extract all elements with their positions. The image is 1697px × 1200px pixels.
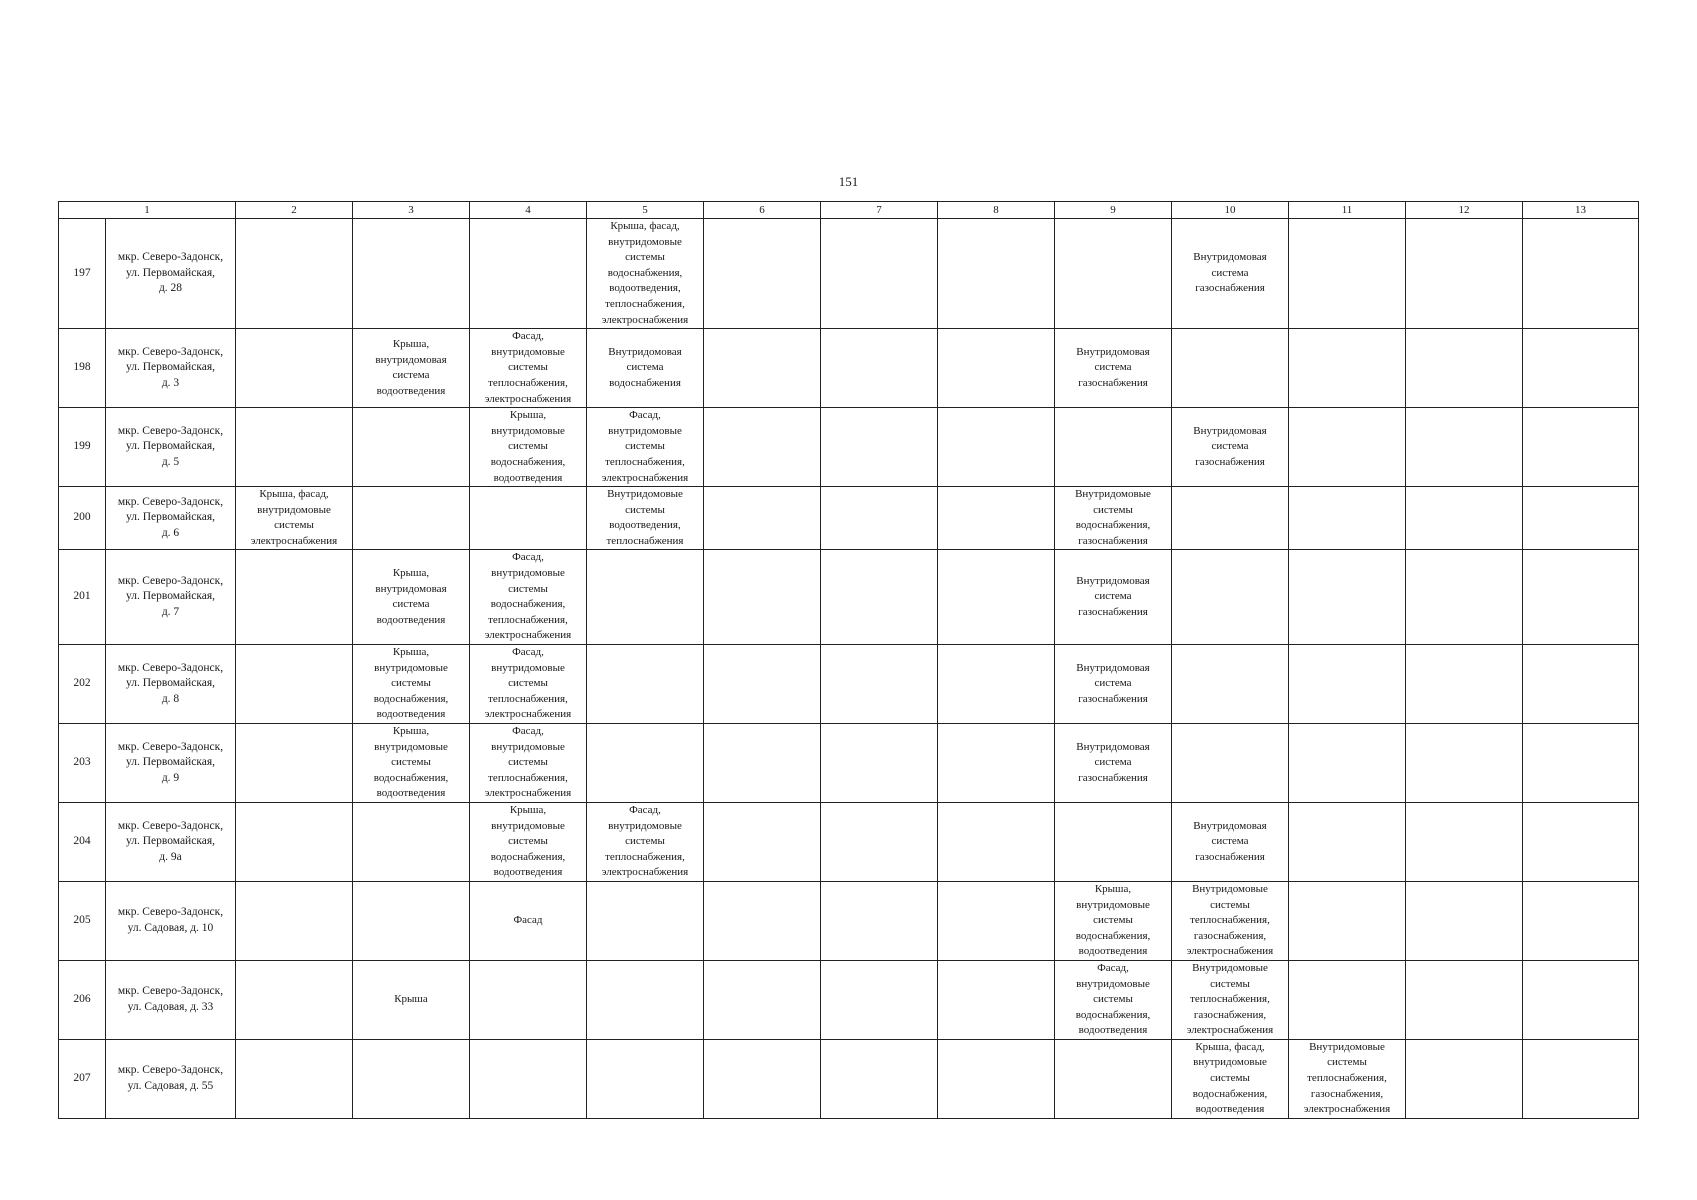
- work-cell: [1523, 550, 1639, 645]
- work-cell: [353, 487, 470, 550]
- row-number-cell: 203: [59, 724, 106, 803]
- table-row: [59, 645, 1639, 724]
- table-row: [59, 724, 1639, 803]
- table-row: [59, 219, 1639, 329]
- work-cell: [821, 408, 938, 487]
- work-cell: [821, 724, 938, 803]
- work-cell: [1289, 219, 1406, 329]
- work-cell: [938, 960, 1055, 1039]
- work-cell: Фасад: [470, 881, 587, 960]
- address-cell: мкр. Северо-Задонск, ул. Первомайская, д. 5: [106, 408, 236, 487]
- work-cell: [1172, 550, 1289, 645]
- address-cell: мкр. Северо-Задонск, ул. Первомайская, д. 9а: [106, 802, 236, 881]
- work-cell: [353, 881, 470, 960]
- work-cell: [938, 550, 1055, 645]
- work-cell: [1523, 724, 1639, 803]
- work-cell: Крыша, внутридомовые системы водоснабжения, водоотведения: [1055, 881, 1172, 960]
- work-cell: [236, 645, 353, 724]
- work-cell: [236, 802, 353, 881]
- work-cell: [353, 408, 470, 487]
- work-cell: [587, 645, 704, 724]
- work-cell: [1172, 645, 1289, 724]
- work-cell: [704, 960, 821, 1039]
- row-number-cell: 204: [59, 802, 106, 881]
- work-cell: [704, 219, 821, 329]
- work-cell: [821, 645, 938, 724]
- work-cell: [938, 1039, 1055, 1118]
- work-cell: [1289, 802, 1406, 881]
- work-cell: [1523, 329, 1639, 408]
- work-cell: Крыша, внутридомовые системы водоснабжения, водоотведения: [353, 724, 470, 803]
- work-cell: [821, 219, 938, 329]
- work-cell: [1406, 1039, 1523, 1118]
- work-cell: [1406, 550, 1523, 645]
- work-cell: [1523, 960, 1639, 1039]
- work-cell: Крыша, фасад, внутридомовые системы электроснабжения: [236, 487, 353, 550]
- row-number-cell: 199: [59, 408, 106, 487]
- work-cell: Фасад, внутридомовые системы теплоснабжения, электроснабжения: [470, 329, 587, 408]
- address-cell: мкр. Северо-Задонск, ул. Первомайская, д. 3: [106, 329, 236, 408]
- work-cell: Крыша, внутридомовая система водоотведения: [353, 329, 470, 408]
- work-cell: [1523, 645, 1639, 724]
- work-cell: [821, 487, 938, 550]
- column-number-cell: 7: [821, 202, 938, 219]
- work-cell: [938, 487, 1055, 550]
- work-cell: Фасад, внутридомовые системы теплоснабжения, электроснабжения: [470, 724, 587, 803]
- address-cell: мкр. Северо-Задонск, ул. Садовая, д. 33: [106, 960, 236, 1039]
- work-cell: [1055, 219, 1172, 329]
- work-cell: [236, 329, 353, 408]
- work-cell: [1289, 645, 1406, 724]
- row-number-cell: 197: [59, 219, 106, 329]
- work-cell: [470, 219, 587, 329]
- work-cell: [1406, 487, 1523, 550]
- row-number-cell: 207: [59, 1039, 106, 1118]
- work-cell: [1289, 487, 1406, 550]
- address-cell: мкр. Северо-Задонск, ул. Первомайская, д. 8: [106, 645, 236, 724]
- work-cell: [704, 802, 821, 881]
- work-cell: [1172, 724, 1289, 803]
- column-number-cell: 1: [59, 202, 236, 219]
- work-cell: [1055, 1039, 1172, 1118]
- work-cell: [1055, 408, 1172, 487]
- work-cell: [704, 408, 821, 487]
- column-number-cell: 2: [236, 202, 353, 219]
- work-cell: [1172, 487, 1289, 550]
- work-cell: [821, 960, 938, 1039]
- work-cell: Внутридомовая система газоснабжения: [1055, 329, 1172, 408]
- column-number-cell: 9: [1055, 202, 1172, 219]
- work-cell: [1523, 802, 1639, 881]
- work-cell: [1406, 219, 1523, 329]
- work-cell: [938, 645, 1055, 724]
- table-row: [59, 881, 1639, 960]
- work-cell: [236, 550, 353, 645]
- work-cell: [1523, 1039, 1639, 1118]
- work-cell: [587, 960, 704, 1039]
- work-cell: [236, 219, 353, 329]
- work-cell: Внутридомовые системы теплоснабжения, газоснабжения, электроснабжения: [1172, 881, 1289, 960]
- work-cell: [1289, 881, 1406, 960]
- work-cell: [353, 219, 470, 329]
- row-number-cell: 206: [59, 960, 106, 1039]
- work-cell: Крыша, внутридомовая система водоотведения: [353, 550, 470, 645]
- work-cell: Внутридомовые системы теплоснабжения, газоснабжения, электроснабжения: [1172, 960, 1289, 1039]
- work-cell: [1406, 329, 1523, 408]
- work-cell: [1523, 219, 1639, 329]
- work-cell: Внутридомовая система газоснабжения: [1055, 550, 1172, 645]
- work-cell: [704, 1039, 821, 1118]
- work-cell: [938, 724, 1055, 803]
- work-cell: [1289, 408, 1406, 487]
- row-number-cell: 200: [59, 487, 106, 550]
- work-cell: [704, 550, 821, 645]
- address-cell: мкр. Северо-Задонск, ул. Первомайская, д. 6: [106, 487, 236, 550]
- work-cell: Крыша, фасад, внутридомовые системы водоснабжения, водоотведения, теплоснабжения, электроснабжения: [587, 219, 704, 329]
- work-cell: [821, 550, 938, 645]
- work-cell: [470, 487, 587, 550]
- work-cell: [821, 802, 938, 881]
- column-number-cell: 3: [353, 202, 470, 219]
- work-cell: Внутридомовые системы водоснабжения, газоснабжения: [1055, 487, 1172, 550]
- work-cell: [1523, 881, 1639, 960]
- work-cell: [353, 1039, 470, 1118]
- work-cell: [1406, 802, 1523, 881]
- work-cell: Внутридомовая система газоснабжения: [1172, 802, 1289, 881]
- work-cell: [1523, 487, 1639, 550]
- column-number-cell: 8: [938, 202, 1055, 219]
- work-cell: [236, 724, 353, 803]
- work-cell: [236, 960, 353, 1039]
- row-number-cell: 205: [59, 881, 106, 960]
- address-cell: мкр. Северо-Задонск, ул. Первомайская, д. 28: [106, 219, 236, 329]
- work-cell: [587, 881, 704, 960]
- work-cell: [1406, 724, 1523, 803]
- work-cell: [1406, 645, 1523, 724]
- work-cell: [938, 881, 1055, 960]
- work-cell: [1289, 329, 1406, 408]
- column-number-cell: 10: [1172, 202, 1289, 219]
- work-cell: [1289, 550, 1406, 645]
- work-cell: Фасад, внутридомовые системы теплоснабжения, электроснабжения: [587, 408, 704, 487]
- work-cell: Внутридомовые системы водоотведения, теплоснабжения: [587, 487, 704, 550]
- work-cell: [821, 1039, 938, 1118]
- work-cell: Внутридомовая система газоснабжения: [1055, 724, 1172, 803]
- table-row: [59, 329, 1639, 408]
- work-cell: Внутридомовая система газоснабжения: [1172, 408, 1289, 487]
- work-cell: [587, 724, 704, 803]
- work-cell: [821, 329, 938, 408]
- work-cell: [704, 881, 821, 960]
- row-number-cell: 198: [59, 329, 106, 408]
- work-cell: [938, 329, 1055, 408]
- work-cell: [704, 487, 821, 550]
- work-cell: [704, 645, 821, 724]
- work-cell: [1406, 881, 1523, 960]
- work-cell: [236, 408, 353, 487]
- column-number-cell: 5: [587, 202, 704, 219]
- table-row: [59, 487, 1639, 550]
- work-cell: Фасад, внутридомовые системы теплоснабжения, электроснабжения: [587, 802, 704, 881]
- work-cell: [821, 881, 938, 960]
- column-number-cell: 4: [470, 202, 587, 219]
- work-cell: [236, 1039, 353, 1118]
- work-cell: Внутридомовая система газоснабжения: [1055, 645, 1172, 724]
- work-cell: Крыша, фасад, внутридомовые системы водоснабжения, водоотведения: [1172, 1039, 1289, 1118]
- work-cell: Внутридомовая система водоснабжения: [587, 329, 704, 408]
- work-cell: Крыша, внутридомовые системы водоснабжения, водоотведения: [470, 408, 587, 487]
- work-cell: [470, 1039, 587, 1118]
- address-cell: мкр. Северо-Задонск, ул. Первомайская, д. 9: [106, 724, 236, 803]
- column-number-cell: 11: [1289, 202, 1406, 219]
- work-cell: [587, 1039, 704, 1118]
- column-number-row: [59, 202, 1639, 219]
- work-cell: [1172, 329, 1289, 408]
- address-cell: мкр. Северо-Задонск, ул. Садовая, д. 55: [106, 1039, 236, 1118]
- work-cell: [587, 550, 704, 645]
- work-cell: Фасад, внутридомовые системы водоснабжения, водоотведения: [1055, 960, 1172, 1039]
- work-cell: Внутридомовые системы теплоснабжения, газоснабжения, электроснабжения: [1289, 1039, 1406, 1118]
- repair-schedule-table: [58, 201, 1639, 1119]
- column-number-cell: 13: [1523, 202, 1639, 219]
- table-row: [59, 550, 1639, 645]
- work-cell: Крыша, внутридомовые системы водоснабжения, водоотведения: [353, 645, 470, 724]
- work-cell: Фасад, внутридомовые системы теплоснабжения, электроснабжения: [470, 645, 587, 724]
- work-cell: [1055, 802, 1172, 881]
- address-cell: мкр. Северо-Задонск, ул. Садовая, д. 10: [106, 881, 236, 960]
- work-cell: [470, 960, 587, 1039]
- work-cell: [1406, 960, 1523, 1039]
- work-cell: [938, 802, 1055, 881]
- address-cell: мкр. Северо-Задонск, ул. Первомайская, д. 7: [106, 550, 236, 645]
- work-cell: [704, 724, 821, 803]
- work-cell: Фасад, внутридомовые системы водоснабжения, теплоснабжения, электроснабжения: [470, 550, 587, 645]
- work-cell: [1289, 724, 1406, 803]
- table-row: [59, 408, 1639, 487]
- column-number-cell: 6: [704, 202, 821, 219]
- table-row: [59, 960, 1639, 1039]
- work-cell: [1289, 960, 1406, 1039]
- page-number: 151: [838, 174, 859, 189]
- work-cell: Крыша: [353, 960, 470, 1039]
- work-cell: [1406, 408, 1523, 487]
- row-number-cell: 201: [59, 550, 106, 645]
- table-row: [59, 1039, 1639, 1118]
- work-cell: [1523, 408, 1639, 487]
- work-cell: Крыша, внутридомовые системы водоснабжения, водоотведения: [470, 802, 587, 881]
- work-cell: Внутридомовая система газоснабжения: [1172, 219, 1289, 329]
- row-number-cell: 202: [59, 645, 106, 724]
- table-row: [59, 802, 1639, 881]
- work-cell: [353, 802, 470, 881]
- work-cell: [236, 881, 353, 960]
- work-cell: [704, 329, 821, 408]
- work-cell: [938, 219, 1055, 329]
- column-number-cell: 12: [1406, 202, 1523, 219]
- work-cell: [938, 408, 1055, 487]
